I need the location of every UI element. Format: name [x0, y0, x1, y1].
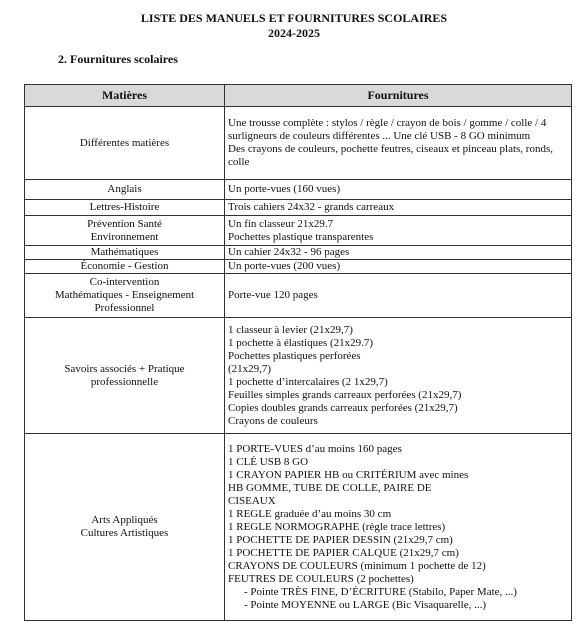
supply-line: Un fin classeur 21x29.7 [228, 217, 334, 230]
supply-line: Porte-vue 120 pages [228, 289, 318, 301]
subject-cell [25, 260, 225, 274]
supply-line: Trois cahiers 24x32 - grands carreaux [228, 201, 395, 213]
supply-line: Crayons de couleurs [228, 414, 318, 427]
supply-line: 1 REGLE NORMOGRAPHE (règle trace lettres) [228, 520, 446, 533]
subject-line: Environnement [90, 230, 159, 243]
supply-line: 1 PORTE-VUES d’au moins 160 pages [228, 442, 402, 455]
subject-cell [25, 107, 225, 180]
table-row [25, 107, 572, 180]
subject-cell [25, 200, 225, 216]
supply-line: Un porte-vues (160 vues) [228, 183, 341, 195]
supplies-cell [225, 246, 572, 260]
supplies-cell [225, 200, 572, 216]
supplies-cell [225, 434, 572, 621]
table-header-row [25, 85, 572, 107]
subject-cell [25, 216, 225, 246]
subject-line: Prévention Santé [87, 217, 162, 230]
table-row [25, 260, 572, 274]
supply-line: Pochettes plastique transparentes [228, 230, 374, 243]
document-title: LISTE DES MANUELS ET FOURNITURES SCOLAIRES [140, 11, 448, 25]
table-row [25, 200, 572, 216]
subject-line: Cultures Artistiques [80, 527, 169, 539]
subject-line: professionnelle [90, 375, 159, 388]
subject-line: Arts Appliqués [91, 514, 158, 526]
supply-line: - Pointe MOYENNE ou LARGE (Bic Visaquarelle, ...) [244, 598, 487, 611]
school-year: 2024-2025 [268, 26, 320, 40]
supply-line: FEUTRES DE COULEURS (2 pochettes) [228, 572, 414, 585]
section-heading: 2. Fournitures scolaires [58, 52, 178, 66]
subject-line: Économie - Gestion [80, 260, 169, 272]
table-row [25, 434, 572, 621]
subject-line: Savoirs associés + Pratique [64, 362, 185, 375]
supply-line: - Pointe TRÈS FINE, D’ÉCRITURE (Stabilo, Paper Mate, ...) [244, 585, 517, 598]
supply-line: 1 classeur à levier (21x29,7) [228, 323, 353, 336]
supply-line: Un cahier 24x32 - 96 pages [228, 246, 350, 258]
supply-line: 1 CLÉ USB 8 GO [228, 455, 309, 468]
table-row [25, 274, 572, 318]
table-row [25, 246, 572, 260]
supplies-cell [225, 260, 572, 274]
supply-line: Une trousse complète : stylos / règle / crayon de bois / gomme / colle / 4 surligneurs de couleurs différentes ... Une clé USB - 8 GO minimum [228, 117, 547, 142]
subject-line: Co-intervention [89, 276, 160, 288]
supply-line: HB GOMME, TUBE DE COLLE, PAIRE DE [228, 481, 432, 494]
supply-line: CISEAUX [228, 494, 276, 507]
table-row [25, 180, 572, 200]
table-body [25, 107, 572, 621]
supply-line: 1 POCHETTE DE PAPIER CALQUE (21x29,7 cm) [228, 546, 459, 559]
subject-line: Lettres-Histoire [89, 201, 160, 213]
supply-line: (21x29,7) [228, 362, 272, 375]
column-header-subjects: Matières [25, 85, 225, 107]
supply-line: Feuilles simples grands carreaux perforées (21x29,7) [228, 388, 462, 401]
subject-line: Mathématiques [90, 246, 159, 258]
supplies-cell [225, 274, 572, 318]
supplies-cell [225, 107, 572, 180]
subject-line: Différentes matières [79, 136, 170, 149]
supplies-cell [225, 180, 572, 200]
supply-line: Des crayons de couleurs, pochette feutres, ciseaux et pinceau plats, ronds, colle [228, 143, 553, 168]
subject-cell [25, 318, 225, 434]
column-header-supplies: Fournitures [225, 85, 572, 107]
supplies-cell [225, 216, 572, 246]
supply-line: 1 pochette à élastiques (21x29.7) [228, 336, 374, 349]
subject-line: Mathématiques - Enseignement [54, 289, 195, 301]
subject-cell [25, 246, 225, 260]
subject-line: Anglais [107, 183, 142, 195]
supply-line: Un porte-vues (200 vues) [228, 260, 341, 272]
supplies-table [24, 84, 572, 621]
subject-cell [25, 434, 225, 621]
subject-line: Professionnel [94, 302, 155, 314]
subject-cell [25, 274, 225, 318]
supply-line: CRAYONS DE COULEURS (minimum 1 pochette de 12) [228, 559, 486, 572]
table-row [25, 318, 572, 434]
subject-cell [25, 180, 225, 200]
supply-line: 1 REGLE graduée d’au moins 30 cm [228, 507, 392, 520]
supply-line: Pochettes plastiques perforées [228, 349, 361, 362]
supply-line: 1 POCHETTE DE PAPIER DESSIN (21x29,7 cm) [228, 533, 453, 546]
supply-line: 1 pochette d’intercalaires (2 1x29,7) [228, 375, 388, 388]
supplies-cell [225, 318, 572, 434]
table-row [25, 216, 572, 246]
supply-line: Copies doubles grands carreaux perforées (21x29,7) [228, 401, 458, 414]
supply-line: 1 CRAYON PAPIER HB ou CRITÉRIUM avec mines [228, 468, 469, 481]
